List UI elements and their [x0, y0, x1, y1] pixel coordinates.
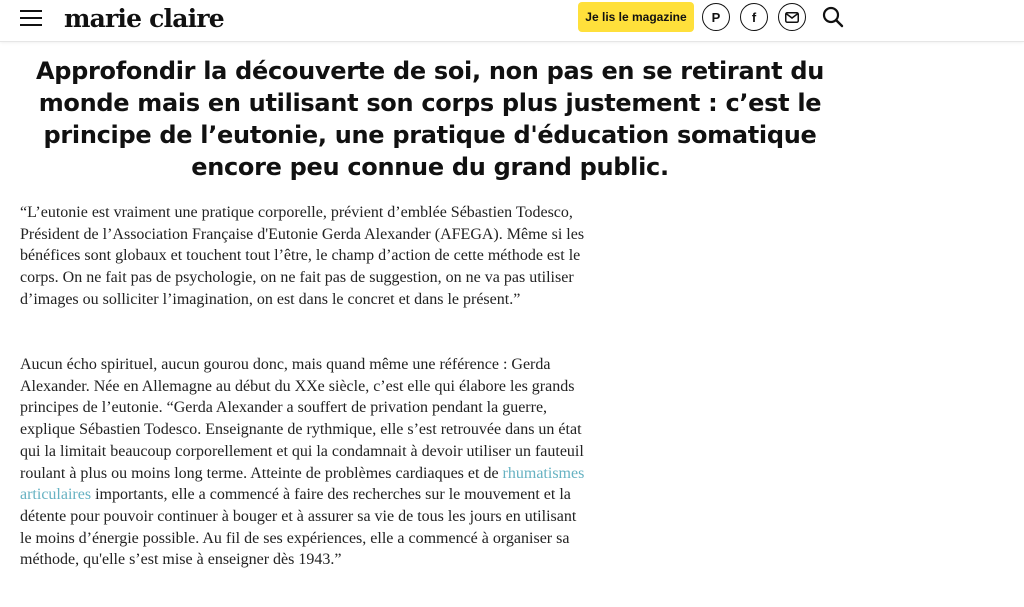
- pinterest-glyph: P: [711, 9, 721, 25]
- envelope-icon: [785, 12, 799, 23]
- site-header: [0, 0, 1024, 42]
- article-paragraph-2: [20, 354, 585, 571]
- facebook-icon[interactable]: [740, 3, 768, 31]
- rhumatismes-link[interactable]: rhumatismes articulaires: [20, 464, 585, 504]
- hamburger-menu-icon[interactable]: [20, 10, 42, 28]
- article-paragraph-1: “L’eutonie est vraiment une pratique corporelle, prévient d’emblée Sébastien Todesco, Président de l’Association Française d'Eutonie Gerda Alexander (AFEGA). Même si les bénéfices sont globaux et touchent tout l’être, le champ d’action de cette méthode est le corps. On ne fait pas de psychologie, on ne fait pas de suggestion, on ne va pas utiliser d’images ou solliciter l’imagination, on est dans le concret et dans le présent.”: [20, 204, 585, 308]
- pinterest-icon[interactable]: [702, 3, 730, 31]
- article-headline: Approfondir la découverte de soi, non pas en se retirant du monde mais en utilisant son corps plus justement : c’est le principe de l’eutonie, une pratique d'éducation somatique encore peu connue du grand public.: [35, 57, 825, 181]
- facebook-glyph: f: [751, 9, 757, 25]
- mail-icon[interactable]: [778, 3, 806, 31]
- paragraph-text: importants, elle a commencé à faire des recherches sur le mouvement et la détente pour pouvoir continuer à bouger et à assurer sa vie de tous les jours en utilisant le moins d’énergie possible. Au fil de ses expériences, elle a commencé à organiser sa méthode, qu'elle s’est mise à enseigner dès 1943.”: [20, 486, 577, 569]
- read-magazine-button[interactable]: Je lis le magazine: [578, 2, 694, 32]
- site-logo[interactable]: marie claire: [64, 4, 224, 33]
- paragraph-text: Aucun écho spirituel, aucun gourou donc, mais quand même une référence : Gerda Alexander. Née en Allemagne au début du XXe siècle, c’est elle qui élabore les grands principes de l’eutonie. “Gerda Alexander a souffert de privation pendant la guerre, explique Sébastien Todesco. Enseignante de rythmique, elle s’est retrouvée dans un état qui la limitait beaucoup corporellement et qui la condamnait à devoir utiliser un fauteuil roulant à plus ou moins long terme. Atteinte de problèmes cardiaques et de: [20, 356, 584, 482]
- search-icon[interactable]: [821, 5, 845, 29]
